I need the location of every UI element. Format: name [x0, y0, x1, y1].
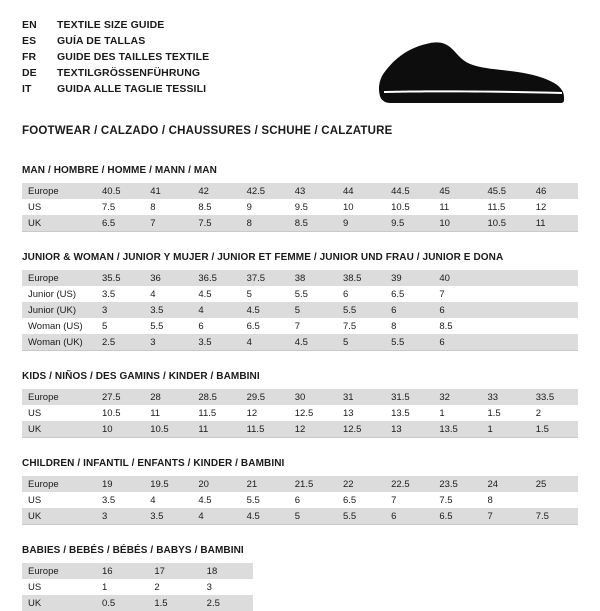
- table-cell: [530, 270, 578, 286]
- table-row: [22, 492, 578, 508]
- table-cell: 41: [144, 183, 192, 199]
- table-cell: 46: [530, 183, 578, 199]
- table-cell: 5.5: [144, 318, 192, 334]
- section-title: CHILDREN / INFANTIL / ENFANTS / KINDER / BAMBINI: [22, 458, 285, 469]
- table-cell: 1.5: [482, 405, 530, 421]
- table-cell: 1: [482, 421, 530, 437]
- size-table-junior-woman: [22, 270, 578, 350]
- language-code: ES: [22, 35, 37, 47]
- language-title: GUIDA ALLE TAGLIE TESSILI: [57, 83, 207, 95]
- language-title: TEXTILE SIZE GUIDE: [57, 19, 165, 31]
- table-cell: 8: [144, 199, 192, 215]
- language-row: [22, 18, 209, 33]
- table-cell: 3: [144, 334, 192, 350]
- table-cell: 21: [241, 476, 289, 492]
- table-cell: 28: [144, 389, 192, 405]
- table-cell: 7: [385, 492, 433, 508]
- table-cell: 1.5: [530, 421, 578, 437]
- language-title: TEXTILGRÖSSENFÜHRUNG: [57, 67, 201, 79]
- table-cell: 18: [201, 563, 253, 579]
- table-cell: 2: [530, 405, 578, 421]
- table-cell: 39: [385, 270, 433, 286]
- table-cell: 19: [96, 476, 144, 492]
- table-cell: 43: [289, 183, 337, 199]
- table-cell: 44.5: [385, 183, 433, 199]
- table-cell: 22.5: [385, 476, 433, 492]
- table-row: [22, 405, 578, 421]
- table-cell: 0.5: [96, 595, 148, 611]
- table-row: [22, 595, 253, 611]
- table-cell: [482, 334, 530, 350]
- table-cell: 6: [289, 492, 337, 508]
- section-babies: [22, 545, 578, 611]
- section-kids: [22, 371, 578, 438]
- table-cell: 5.5: [241, 492, 289, 508]
- table-cell: 33.5: [530, 389, 578, 405]
- section-divider: [22, 437, 578, 438]
- table-cell: 42: [192, 183, 240, 199]
- table-cell: 28.5: [192, 389, 240, 405]
- size-table-babies: [22, 563, 253, 611]
- row-label: Junior (US): [22, 286, 96, 302]
- section-title: BABIES / BEBÉS / BÉBÉS / BABYS / BAMBINI: [22, 545, 244, 556]
- table-cell: 7.5: [337, 318, 385, 334]
- table-cell: 19.5: [144, 476, 192, 492]
- language-title: GUÍA DE TALLAS: [57, 35, 146, 47]
- row-label: Junior (UK): [22, 302, 96, 318]
- table-cell: 30: [289, 389, 337, 405]
- row-label: Europe: [22, 563, 96, 579]
- table-cell: 13: [337, 405, 385, 421]
- table-cell: 24: [482, 476, 530, 492]
- language-row: [22, 34, 209, 49]
- table-cell: 16: [96, 563, 148, 579]
- table-cell: 4: [192, 508, 240, 524]
- table-row: [22, 302, 578, 318]
- table-cell: 11: [192, 421, 240, 437]
- table-cell: 38: [289, 270, 337, 286]
- table-cell: 1: [433, 405, 481, 421]
- row-label: US: [22, 199, 96, 215]
- row-label: Europe: [22, 183, 96, 199]
- table-cell: 10: [96, 421, 144, 437]
- table-cell: 12: [289, 421, 337, 437]
- table-cell: 6: [385, 508, 433, 524]
- table-cell: 4.5: [241, 508, 289, 524]
- table-cell: 5: [337, 334, 385, 350]
- table-cell: [482, 270, 530, 286]
- table-row: [22, 508, 578, 524]
- table-cell: 11.5: [192, 405, 240, 421]
- table-cell: 5.5: [337, 508, 385, 524]
- section-divider: [22, 350, 578, 351]
- table-cell: 9: [241, 199, 289, 215]
- table-cell: 4.5: [192, 286, 240, 302]
- table-cell: 4.5: [241, 302, 289, 318]
- table-cell: 13.5: [385, 405, 433, 421]
- table-cell: 5: [289, 302, 337, 318]
- table-cell: 12.5: [289, 405, 337, 421]
- section-title: JUNIOR & WOMAN / JUNIOR Y MUJER / JUNIOR ET FEMME / JUNIOR UND FRAU / JUNIOR E DONA: [22, 252, 504, 263]
- section-divider: [22, 231, 578, 232]
- language-code: DE: [22, 67, 37, 79]
- table-cell: 7.5: [192, 215, 240, 231]
- table-cell: 5: [289, 508, 337, 524]
- table-cell: 11: [433, 199, 481, 215]
- table-row: [22, 476, 578, 492]
- table-cell: 7: [144, 215, 192, 231]
- table-row: [22, 183, 578, 199]
- table-cell: 21.5: [289, 476, 337, 492]
- table-row: [22, 563, 253, 579]
- table-cell: 13: [385, 421, 433, 437]
- table-cell: 31.5: [385, 389, 433, 405]
- table-cell: 7.5: [96, 199, 144, 215]
- language-code: EN: [22, 19, 37, 31]
- section-children: [22, 458, 578, 525]
- table-cell: 9: [337, 215, 385, 231]
- category-heading: FOOTWEAR / CALZADO / CHAUSSURES / SCHUHE / CALZATURE: [22, 125, 393, 137]
- section-man: [22, 165, 578, 232]
- table-cell: 6: [385, 302, 433, 318]
- table-row: [22, 389, 578, 405]
- table-row: [22, 421, 578, 437]
- table-cell: 10: [337, 199, 385, 215]
- table-row: [22, 215, 578, 231]
- table-cell: 25: [530, 476, 578, 492]
- table-cell: 29.5: [241, 389, 289, 405]
- table-cell: 4.5: [192, 492, 240, 508]
- table-cell: 7: [289, 318, 337, 334]
- section-divider: [22, 524, 578, 525]
- table-cell: 6: [433, 302, 481, 318]
- table-cell: 4: [144, 492, 192, 508]
- table-cell: 35.5: [96, 270, 144, 286]
- table-cell: 10.5: [96, 405, 144, 421]
- table-cell: 6: [337, 286, 385, 302]
- table-cell: 7: [433, 286, 481, 302]
- table-cell: [530, 334, 578, 350]
- table-cell: [530, 302, 578, 318]
- table-cell: 8.5: [192, 199, 240, 215]
- row-label: UK: [22, 508, 96, 524]
- table-cell: 8: [482, 492, 530, 508]
- table-cell: 10.5: [385, 199, 433, 215]
- table-row: [22, 579, 253, 595]
- language-row: [22, 50, 209, 65]
- table-cell: 6.5: [433, 508, 481, 524]
- table-cell: 11: [144, 405, 192, 421]
- section-title: MAN / HOMBRE / HOMME / MANN / MAN: [22, 165, 217, 176]
- table-cell: [482, 286, 530, 302]
- table-cell: 5.5: [289, 286, 337, 302]
- table-cell: 7.5: [530, 508, 578, 524]
- table-cell: 36: [144, 270, 192, 286]
- table-cell: 1: [96, 579, 148, 595]
- table-cell: [482, 302, 530, 318]
- table-cell: 6.5: [241, 318, 289, 334]
- section-junior-woman: [22, 252, 578, 351]
- table-cell: 32: [433, 389, 481, 405]
- table-cell: 33: [482, 389, 530, 405]
- row-label: Europe: [22, 389, 96, 405]
- table-cell: 12: [241, 405, 289, 421]
- table-row: [22, 199, 578, 215]
- size-table-kids: [22, 389, 578, 437]
- row-label: UK: [22, 215, 96, 231]
- table-cell: [530, 286, 578, 302]
- row-label: UK: [22, 421, 96, 437]
- row-label: US: [22, 405, 96, 421]
- table-cell: 31: [337, 389, 385, 405]
- section-title: KIDS / NIÑOS / DES GAMINS / KINDER / BAMBINI: [22, 371, 260, 382]
- table-cell: 37.5: [241, 270, 289, 286]
- row-label: Europe: [22, 476, 96, 492]
- table-cell: 2.5: [96, 334, 144, 350]
- language-row: [22, 82, 209, 97]
- table-cell: 40: [433, 270, 481, 286]
- table-cell: 2: [148, 579, 200, 595]
- language-code: IT: [22, 83, 32, 95]
- table-cell: 3.5: [144, 508, 192, 524]
- table-cell: 8.5: [289, 215, 337, 231]
- row-label: US: [22, 579, 96, 595]
- table-cell: 5.5: [385, 334, 433, 350]
- table-cell: 4: [192, 302, 240, 318]
- table-cell: 9.5: [289, 199, 337, 215]
- table-cell: 6: [433, 334, 481, 350]
- table-cell: 45: [433, 183, 481, 199]
- language-code: FR: [22, 51, 37, 63]
- table-cell: 8: [241, 215, 289, 231]
- size-table-man: [22, 183, 578, 231]
- table-cell: 13.5: [433, 421, 481, 437]
- table-cell: 8: [385, 318, 433, 334]
- table-cell: 27.5: [96, 389, 144, 405]
- table-cell: 10: [433, 215, 481, 231]
- table-row: [22, 286, 578, 302]
- table-cell: 5.5: [337, 302, 385, 318]
- row-label: Europe: [22, 270, 96, 286]
- table-cell: 11.5: [241, 421, 289, 437]
- page-header: [22, 18, 578, 108]
- language-title-list: [22, 18, 209, 97]
- table-cell: 8.5: [433, 318, 481, 334]
- table-cell: 17: [148, 563, 200, 579]
- table-cell: 4: [241, 334, 289, 350]
- table-cell: 10.5: [144, 421, 192, 437]
- language-title: GUIDE DES TAILLES TEXTILE: [57, 51, 210, 63]
- table-cell: 3.5: [96, 492, 144, 508]
- table-cell: 6.5: [96, 215, 144, 231]
- table-cell: 3: [96, 508, 144, 524]
- table-cell: 40.5: [96, 183, 144, 199]
- table-cell: 38.5: [337, 270, 385, 286]
- dress-shoe-icon: [378, 30, 568, 108]
- table-cell: 44: [337, 183, 385, 199]
- table-cell: 6.5: [385, 286, 433, 302]
- table-cell: 7.5: [433, 492, 481, 508]
- table-cell: 4: [144, 286, 192, 302]
- row-label: Woman (UK): [22, 334, 96, 350]
- table-cell: 3: [96, 302, 144, 318]
- table-cell: 11: [530, 215, 578, 231]
- table-cell: 5: [96, 318, 144, 334]
- table-cell: [482, 318, 530, 334]
- row-label: US: [22, 492, 96, 508]
- table-cell: [530, 318, 578, 334]
- table-cell: 20: [192, 476, 240, 492]
- table-cell: 1.5: [148, 595, 200, 611]
- language-row: [22, 66, 209, 81]
- table-cell: 9.5: [385, 215, 433, 231]
- table-row: [22, 270, 578, 286]
- table-cell: [530, 492, 578, 508]
- table-cell: 3.5: [192, 334, 240, 350]
- size-table-children: [22, 476, 578, 524]
- table-cell: 5: [241, 286, 289, 302]
- table-cell: 6: [192, 318, 240, 334]
- table-cell: 10.5: [482, 215, 530, 231]
- table-cell: 4.5: [289, 334, 337, 350]
- row-label: UK: [22, 595, 96, 611]
- table-cell: 45.5: [482, 183, 530, 199]
- table-cell: 12.5: [337, 421, 385, 437]
- table-cell: 3: [201, 579, 253, 595]
- table-cell: 42.5: [241, 183, 289, 199]
- table-cell: 11.5: [482, 199, 530, 215]
- table-cell: 6.5: [337, 492, 385, 508]
- table-cell: 3.5: [96, 286, 144, 302]
- table-cell: 7: [482, 508, 530, 524]
- table-row: [22, 334, 578, 350]
- table-cell: 22: [337, 476, 385, 492]
- row-label: Woman (US): [22, 318, 96, 334]
- table-cell: 36.5: [192, 270, 240, 286]
- table-cell: 23.5: [433, 476, 481, 492]
- table-cell: 12: [530, 199, 578, 215]
- table-cell: 3.5: [144, 302, 192, 318]
- table-row: [22, 318, 578, 334]
- table-cell: 2.5: [201, 595, 253, 611]
